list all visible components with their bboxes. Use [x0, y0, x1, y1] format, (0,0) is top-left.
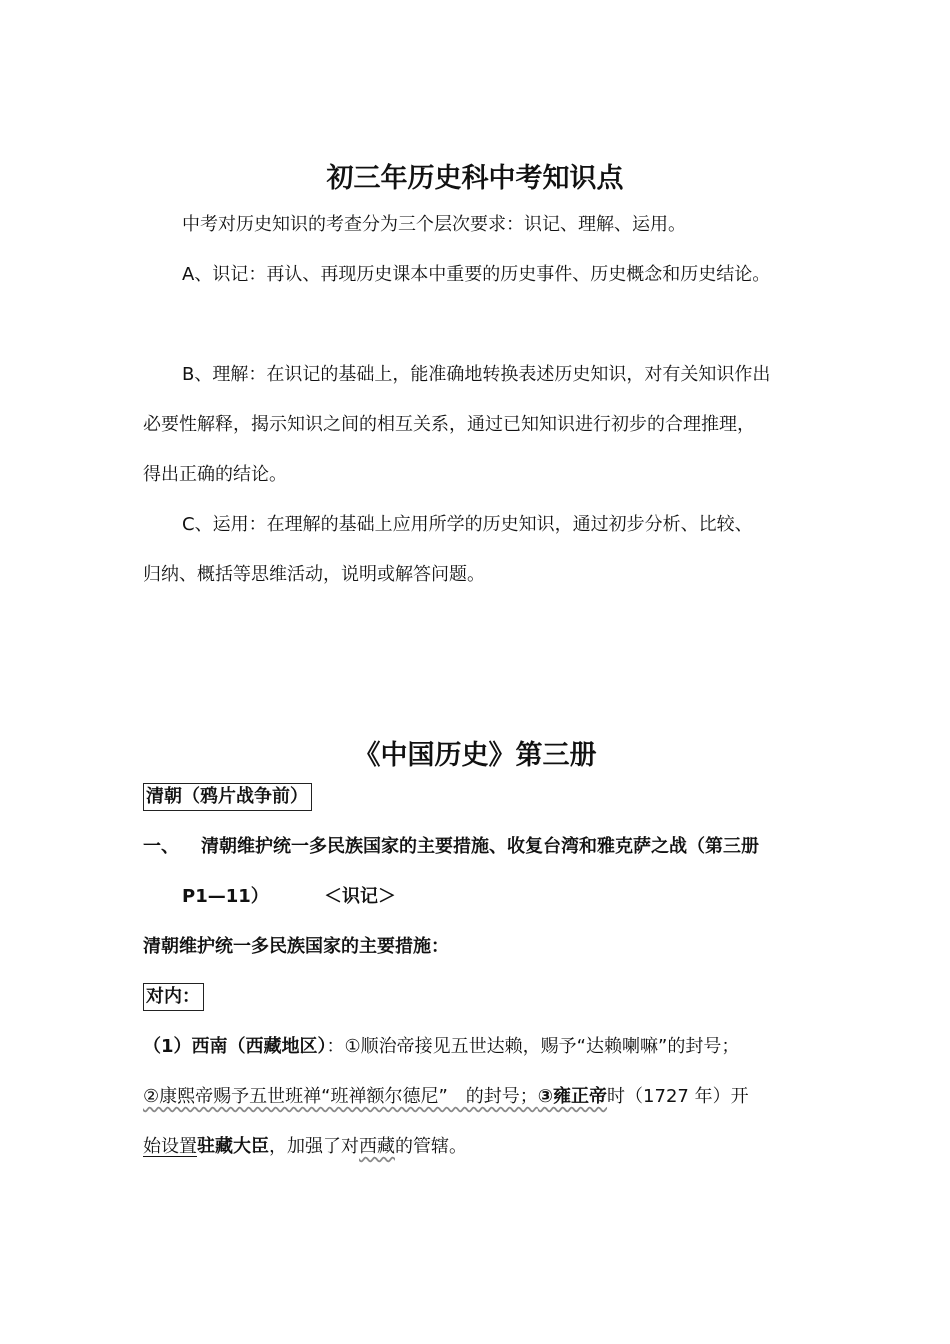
southwest-line-1: [143, 1035, 739, 1059]
item-1-number: 一、: [143, 836, 179, 857]
book-title: 《中国历史》第三册: [353, 740, 597, 771]
southwest-setup-text: 始设置: [143, 1136, 197, 1157]
domestic-heading: 对内：: [143, 983, 204, 1011]
level-a-paragraph: A、识记：再认、再现历史课本中重要的历史事件、历史概念和历史结论。: [182, 264, 771, 285]
southwest-line-2: [143, 1085, 749, 1109]
southwest-end-text: 的管辖。: [395, 1136, 467, 1157]
document-title: 初三年历史科中考知识点: [326, 163, 624, 194]
item-1-level: ＜识记＞: [324, 886, 396, 907]
level-b-line-1: B、理解：在识记的基础上，能准确地转换表述历史知识，对有关知识作出: [182, 364, 771, 385]
section-heading-qing-dynasty: 清朝（鸦片战争前）: [143, 783, 312, 811]
southwest-line-3: [143, 1135, 467, 1159]
yongzheng-emperor-text: ③雍正帝: [537, 1086, 608, 1107]
southwest-label: （1）西南（西藏地区）: [143, 1036, 327, 1057]
southwest-panchen-text: ②康熙帝赐予五世班禅“班禅额尔德尼” 的封号；: [143, 1086, 538, 1107]
level-b-line-3: 得出正确的结论。: [143, 464, 287, 485]
tibet-text: 西藏: [359, 1136, 395, 1157]
southwest-control-text: ，加强了对: [269, 1136, 359, 1157]
southwest-separator: ：: [326, 1036, 345, 1057]
item-1-title: 清朝维护统一多民族国家的主要措施、收复台湾和雅克萨之战（第三册: [201, 836, 759, 857]
southwest-year-text: 时（1727 年）开: [607, 1086, 749, 1107]
level-c-line-1: C、运用：在理解的基础上应用所学的历史知识，通过初步分析、比较、: [182, 514, 753, 535]
amban-text: 驻藏大臣: [197, 1136, 269, 1157]
level-c-line-2: 归纳、概括等思维活动，说明或解答问题。: [143, 564, 485, 585]
measures-heading: 清朝维护统一多民族国家的主要措施：: [143, 936, 449, 957]
item-1-pages: P1—11）: [182, 886, 269, 907]
level-b-line-2: 必要性解释，揭示知识之间的相互关系，通过已知知识进行初步的合理推理，: [143, 414, 755, 435]
southwest-dalai-text: ①顺治帝接见五世达赖，赐予“达赖喇嘛”的封号；: [344, 1036, 740, 1057]
intro-paragraph: 中考对历史知识的考查分为三个层次要求：识记、理解、运用。: [182, 214, 686, 235]
